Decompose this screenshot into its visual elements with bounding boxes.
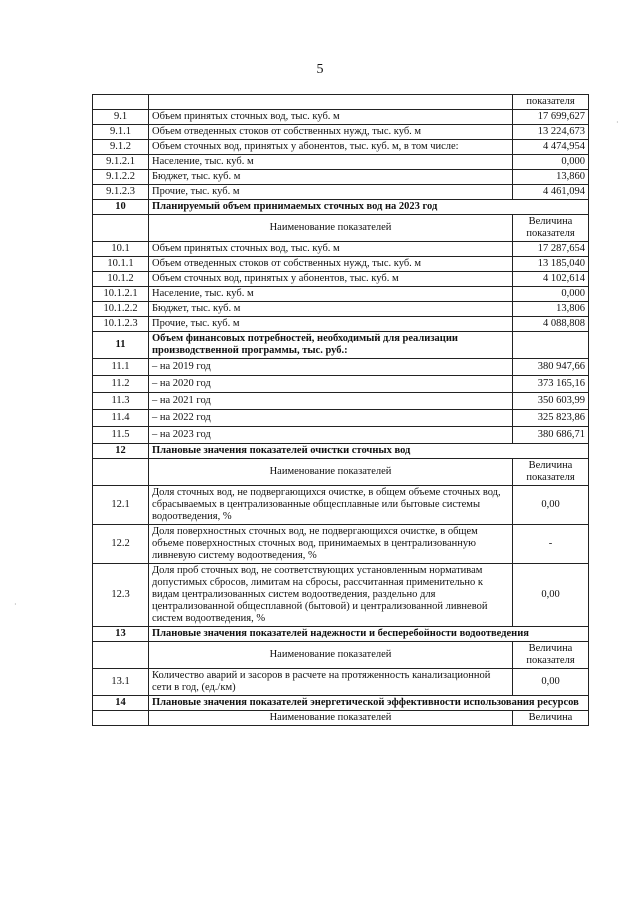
section-number-cell: 11 — [93, 332, 149, 359]
indicator-name-cell: Доля сточных вод, не подвергающихся очистке, в общем объеме сточных вод, сбрасываемых в централизованные общесплавные или бытовые системы водоотведения, % — [149, 486, 513, 525]
section-number-cell: 10 — [93, 200, 149, 215]
row-number-cell: 9.1.2.3 — [93, 185, 149, 200]
table-row — [93, 272, 589, 287]
row-number-cell: 9.1.2.1 — [93, 155, 149, 170]
value-cell: 13,860 — [513, 170, 589, 185]
row-number-cell: 11.2 — [93, 376, 149, 393]
table-row — [93, 170, 589, 185]
section-title-cell: Планируемый объем принимаемых сточных вод на 2023 год — [149, 200, 589, 215]
value-cell: 0,000 — [513, 155, 589, 170]
indicator-name-cell: Объем принятых сточных вод, тыс. куб. м — [149, 110, 513, 125]
table-row — [93, 642, 589, 669]
table-row — [93, 444, 589, 459]
value-cell: 0,000 — [513, 287, 589, 302]
value-cell: 0,00 — [513, 669, 589, 696]
page-number: 5 — [316, 62, 324, 77]
value-cell: 325 823,86 — [513, 410, 589, 427]
value-cell: 350 603,99 — [513, 393, 589, 410]
value-cell: 373 165,16 — [513, 376, 589, 393]
table-row — [93, 200, 589, 215]
name-header-cell: Наименование показателей — [149, 642, 513, 669]
indicator-name-cell: Бюджет, тыс. куб. м — [149, 170, 513, 185]
table-row — [93, 95, 589, 110]
section-title-cell: Объем финансовых потребностей, необходимый для реализации производственной программы, тыс. руб.: — [149, 332, 513, 359]
table-row — [93, 155, 589, 170]
name-header-cell: Наименование показателей — [149, 459, 513, 486]
table-row — [93, 711, 589, 726]
table-row — [93, 185, 589, 200]
value-cell: 4 088,808 — [513, 317, 589, 332]
indicator-name-cell: – на 2023 год — [149, 427, 513, 444]
value-cell: 13 224,673 — [513, 125, 589, 140]
indicator-name-cell: Население, тыс. куб. м — [149, 287, 513, 302]
indicators-table — [92, 94, 589, 726]
value-cell: 4 474,954 — [513, 140, 589, 155]
table-row — [93, 287, 589, 302]
row-number-cell: 10.1.2.1 — [93, 287, 149, 302]
indicator-name-cell: – на 2020 год — [149, 376, 513, 393]
value-cell: 4 461,094 — [513, 185, 589, 200]
indicator-name-cell: – на 2019 год — [149, 359, 513, 376]
indicator-name-cell: Объем сточных вод, принятых у абонентов, тыс. куб. м — [149, 272, 513, 287]
indicator-name-cell: Прочие, тыс. куб. м — [149, 185, 513, 200]
row-number-cell — [93, 215, 149, 242]
row-number-cell — [93, 459, 149, 486]
section-number-cell: 13 — [93, 627, 149, 642]
name-header-cell: Наименование показателей — [149, 711, 513, 726]
section-title-cell: Плановые значения показателей энергетической эффективности использования ресурсов — [149, 696, 589, 711]
indicator-name-cell — [149, 95, 513, 110]
indicator-name-cell: Объем сточных вод, принятых у абонентов, тыс. куб. м, в том числе: — [149, 140, 513, 155]
name-header-cell: Наименование показателей — [149, 215, 513, 242]
row-number-cell: 11.5 — [93, 427, 149, 444]
value-header-cell: Величина показателя — [513, 215, 589, 242]
row-number-cell: 12.1 — [93, 486, 149, 525]
indicator-name-cell: Количество аварий и засоров в расчете на протяженность канализационной сети в год, (ед./км) — [149, 669, 513, 696]
indicator-name-cell: Прочие, тыс. куб. м — [149, 317, 513, 332]
table-row — [93, 427, 589, 444]
indicator-name-cell: Объем отведенных стоков от собственных нужд, тыс. куб. м — [149, 125, 513, 140]
value-cell: - — [513, 525, 589, 564]
row-number-cell: 11.3 — [93, 393, 149, 410]
value-cell: 13 185,040 — [513, 257, 589, 272]
row-number-cell: 9.1 — [93, 110, 149, 125]
section-title-cell: Плановые значения показателей надежности и бесперебойности водоотведения — [149, 627, 589, 642]
section-number-cell: 12 — [93, 444, 149, 459]
value-cell — [513, 332, 589, 359]
indicators-table-body — [93, 95, 589, 726]
value-cell: 13,806 — [513, 302, 589, 317]
value-header-cell: Величина показателя — [513, 642, 589, 669]
row-number-cell: 9.1.1 — [93, 125, 149, 140]
section-number-cell: 14 — [93, 696, 149, 711]
value-cell: 0,00 — [513, 486, 589, 525]
row-number-cell: 9.1.2 — [93, 140, 149, 155]
row-number-cell: 10.1 — [93, 242, 149, 257]
margin-mark: · — [616, 118, 619, 127]
indicator-name-cell: Доля проб сточных вод, не соответствующих установленным нормативам допустимых сбросов, лимитам на сбросы, рассчитанная применительно к видам централизованных систем водоотведения, раздельно для централизованной общесплавной (бытовой) и централизованной ливневой систем водоотведения, % — [149, 564, 513, 627]
indicator-name-cell: Доля поверхностных сточных вод, не подвергающихся очистке, в общем объеме поверхностных сточных вод, принимаемых в централизованную ливневую систему водоотведения, % — [149, 525, 513, 564]
row-number-cell: 12.3 — [93, 564, 149, 627]
value-header-cell: Величина показателя — [513, 459, 589, 486]
table-row — [93, 125, 589, 140]
margin-mark: · — [14, 600, 17, 609]
value-header-cell: Величина — [513, 711, 589, 726]
table-row — [93, 669, 589, 696]
indicator-name-cell: Население, тыс. куб. м — [149, 155, 513, 170]
row-number-cell: 12.2 — [93, 525, 149, 564]
value-header-cell: показателя — [513, 95, 589, 110]
table-row — [93, 627, 589, 642]
table-row — [93, 317, 589, 332]
value-cell: 17 699,627 — [513, 110, 589, 125]
value-cell: 380 947,66 — [513, 359, 589, 376]
indicator-name-cell: Бюджет, тыс. куб. м — [149, 302, 513, 317]
table-row — [93, 110, 589, 125]
row-number-cell: 11.4 — [93, 410, 149, 427]
table-row — [93, 242, 589, 257]
indicator-name-cell: Объем принятых сточных вод, тыс. куб. м — [149, 242, 513, 257]
section-title-cell: Плановые значения показателей очистки сточных вод — [149, 444, 589, 459]
table-row — [93, 257, 589, 272]
value-cell: 17 287,654 — [513, 242, 589, 257]
value-cell: 380 686,71 — [513, 427, 589, 444]
table-row — [93, 302, 589, 317]
indicator-name-cell: – на 2021 год — [149, 393, 513, 410]
row-number-cell: 13.1 — [93, 669, 149, 696]
table-row — [93, 332, 589, 359]
table-row — [93, 486, 589, 525]
row-number-cell — [93, 642, 149, 669]
table-row — [93, 359, 589, 376]
row-number-cell: 10.1.2.2 — [93, 302, 149, 317]
indicator-name-cell: Объем отведенных стоков от собственных нужд, тыс. куб. м — [149, 257, 513, 272]
table-row — [93, 140, 589, 155]
indicator-name-cell: – на 2022 год — [149, 410, 513, 427]
table-row — [93, 564, 589, 627]
row-number-cell — [93, 95, 149, 110]
row-number-cell: 9.1.2.2 — [93, 170, 149, 185]
row-number-cell: 11.1 — [93, 359, 149, 376]
table-row — [93, 696, 589, 711]
value-cell: 4 102,614 — [513, 272, 589, 287]
row-number-cell: 10.1.2 — [93, 272, 149, 287]
table-row — [93, 393, 589, 410]
table-row — [93, 459, 589, 486]
table-row — [93, 215, 589, 242]
table-row — [93, 410, 589, 427]
value-cell: 0,00 — [513, 564, 589, 627]
row-number-cell: 10.1.2.3 — [93, 317, 149, 332]
row-number-cell — [93, 711, 149, 726]
table-row — [93, 525, 589, 564]
row-number-cell: 10.1.1 — [93, 257, 149, 272]
table-row — [93, 376, 589, 393]
